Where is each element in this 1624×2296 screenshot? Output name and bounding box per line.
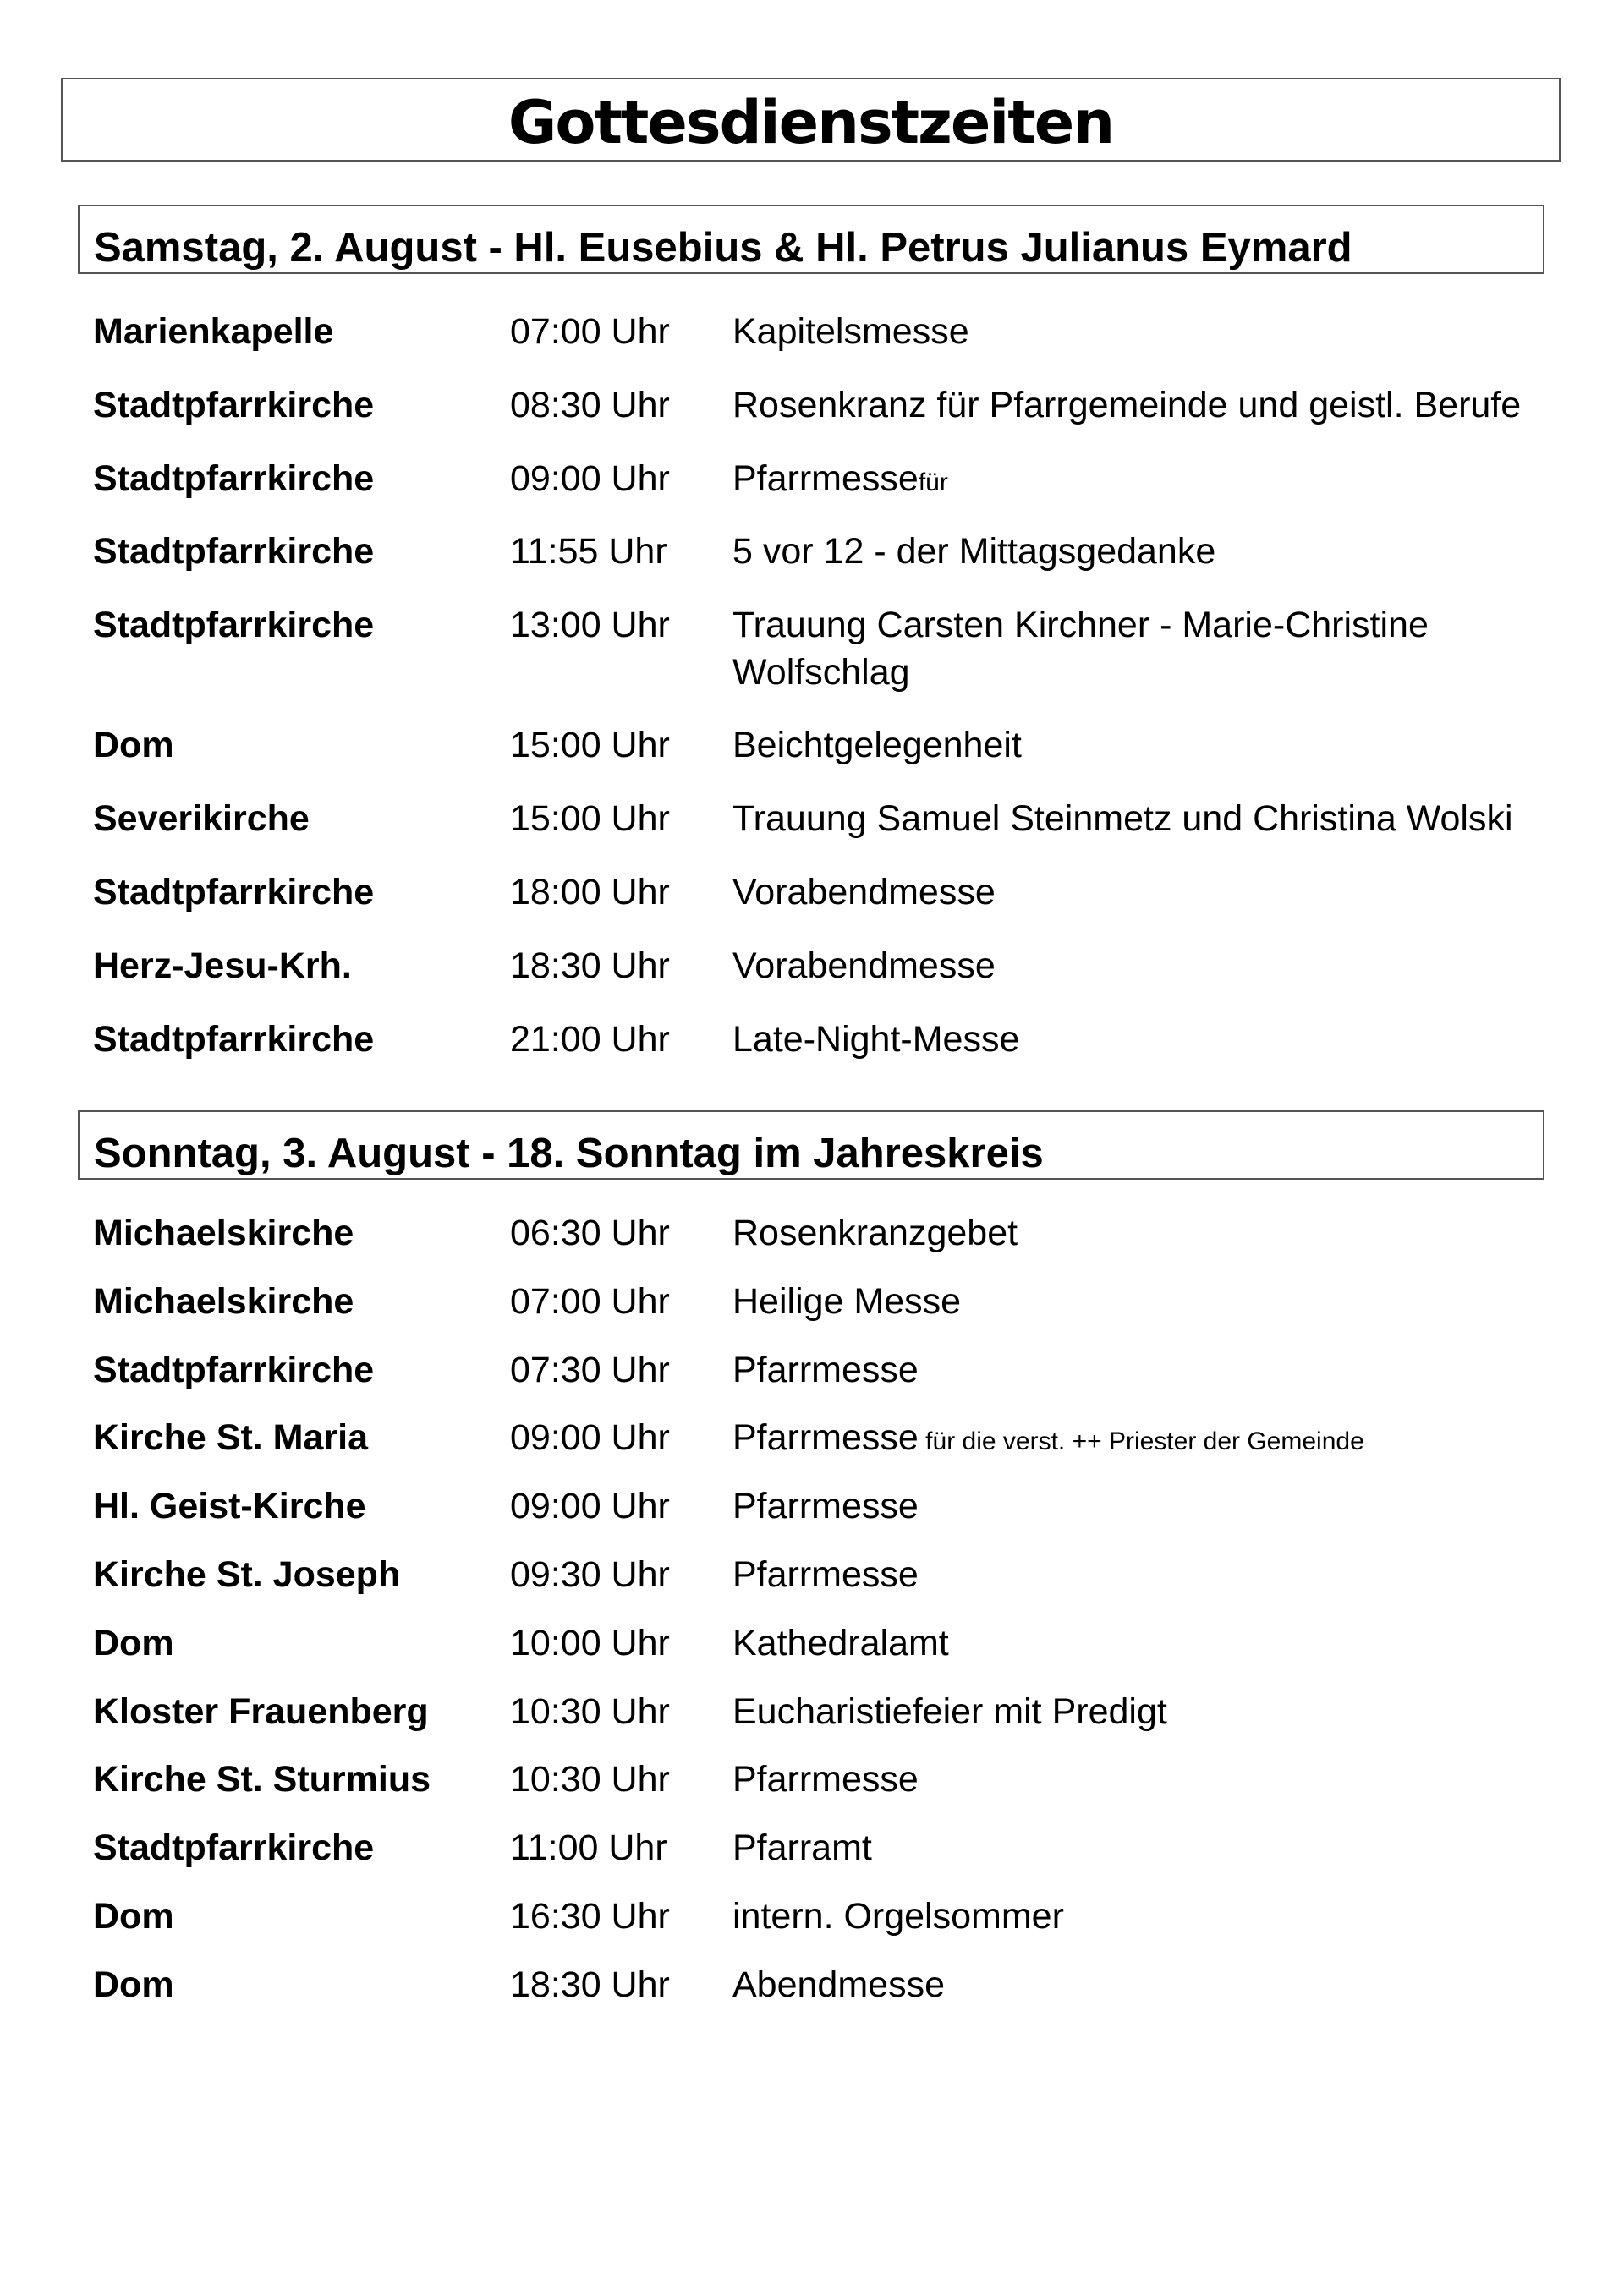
entry-description: Heilige Messe bbox=[732, 1281, 962, 1322]
entry-time: 09:00 Uhr bbox=[510, 1417, 670, 1458]
entry-time: 11:55 Uhr bbox=[510, 531, 667, 572]
entry-description: Pfarrmesse bbox=[732, 1486, 919, 1526]
entry-place: Dom bbox=[93, 1623, 174, 1663]
entry-description: 5 vor 12 - der Mittagsgedanke bbox=[732, 531, 1216, 572]
entry-place: Marienkapelle bbox=[93, 311, 334, 352]
entry-place: Hl. Geist-Kirche bbox=[93, 1486, 366, 1526]
entry-description: Pfarrmesse bbox=[732, 1554, 919, 1595]
entry-note: für bbox=[918, 469, 948, 496]
entry-description: Kathedralamt bbox=[732, 1623, 949, 1663]
entry-time: 10:30 Uhr bbox=[510, 1759, 670, 1800]
entry-description: Trauung Samuel Steinmetz und Christina Wolski bbox=[732, 798, 1513, 839]
entry-time: 13:00 Uhr bbox=[510, 605, 670, 645]
entry-description: Rosenkranz für Pfarrgemeinde und geistl. Berufe bbox=[732, 385, 1522, 425]
entry-place: Kirche St. Sturmius bbox=[93, 1759, 431, 1800]
entry-time: 15:00 Uhr bbox=[510, 798, 670, 839]
entry-time: 11:00 Uhr bbox=[510, 1827, 667, 1868]
entry-place: Kloster Frauenberg bbox=[93, 1691, 429, 1732]
entry-place: Herz-Jesu-Krh. bbox=[93, 945, 352, 986]
entry-place: Stadtpfarrkirche bbox=[93, 605, 375, 645]
section-heading-saturday: Samstag, 2. August - Hl. Eusebius & Hl. Petrus Julianus Eymard bbox=[78, 205, 1544, 274]
entry-description: Late-Night-Messe bbox=[732, 1019, 1020, 1060]
entry-time: 18:30 Uhr bbox=[510, 945, 670, 986]
entry-time: 15:00 Uhr bbox=[510, 725, 670, 765]
entry-description: Rosenkranzgebet bbox=[732, 1213, 1018, 1253]
entry-time: 07:00 Uhr bbox=[510, 1281, 670, 1322]
entry-description: Pfarrmesse bbox=[732, 458, 919, 499]
entry-time: 10:30 Uhr bbox=[510, 1691, 670, 1732]
entry-place: Stadtpfarrkirche bbox=[93, 531, 375, 572]
entry-description: Abendmesse bbox=[732, 1964, 945, 2005]
entry-place: Michaelskirche bbox=[93, 1281, 354, 1322]
entry-place: Michaelskirche bbox=[93, 1213, 354, 1253]
entry-place: Stadtpfarrkirche bbox=[93, 1350, 375, 1390]
page-title: Gottesdienstzeiten bbox=[508, 87, 1114, 157]
entry-place: Dom bbox=[93, 1896, 174, 1937]
entry-time: 09:00 Uhr bbox=[510, 458, 670, 499]
entry-place: Dom bbox=[93, 725, 174, 765]
entry-time: 21:00 Uhr bbox=[510, 1019, 670, 1060]
entry-description: Vorabendmesse bbox=[732, 872, 996, 912]
entry-description: Kapitelsmesse bbox=[732, 311, 969, 352]
entry-time: 08:30 Uhr bbox=[510, 385, 670, 425]
title-box bbox=[61, 78, 1561, 162]
entry-place: Severikirche bbox=[93, 798, 310, 839]
entry-description: Trauung Carsten Kirchner - Marie-Christine Wolfschlag bbox=[732, 605, 1429, 693]
entry-place: Kirche St. Joseph bbox=[93, 1554, 401, 1595]
entry-time: 09:00 Uhr bbox=[510, 1486, 670, 1526]
entry-place: Kirche St. Maria bbox=[93, 1417, 368, 1458]
entry-time: 18:00 Uhr bbox=[510, 872, 670, 912]
entry-description: Pfarramt bbox=[732, 1827, 872, 1868]
entry-time: 16:30 Uhr bbox=[510, 1896, 670, 1937]
entry-time: 06:30 Uhr bbox=[510, 1213, 670, 1253]
entry-description: intern. Orgelsommer bbox=[732, 1896, 1064, 1937]
entry-place: Stadtpfarrkirche bbox=[93, 872, 375, 912]
entry-place: Stadtpfarrkirche bbox=[93, 458, 375, 499]
entry-time: 10:00 Uhr bbox=[510, 1623, 670, 1663]
entry-description: Pfarrmesse bbox=[732, 1417, 919, 1458]
entry-time: 07:30 Uhr bbox=[510, 1350, 670, 1390]
entry-place: Stadtpfarrkirche bbox=[93, 1827, 375, 1868]
entry-description: Pfarrmesse bbox=[732, 1350, 919, 1390]
entry-description: Pfarrmesse bbox=[732, 1759, 919, 1800]
entry-description: Vorabendmesse bbox=[732, 945, 996, 986]
entry-time: 18:30 Uhr bbox=[510, 1964, 670, 2005]
entry-time: 07:00 Uhr bbox=[510, 311, 670, 352]
entry-place: Stadtpfarrkirche bbox=[93, 385, 375, 425]
entry-place: Stadtpfarrkirche bbox=[93, 1019, 375, 1060]
entry-note: für die verst. ++ Priester der Gemeinde bbox=[918, 1427, 1364, 1455]
entry-time: 09:30 Uhr bbox=[510, 1554, 670, 1595]
entry-description: Beichtgelegenheit bbox=[732, 725, 1022, 765]
entry-description: Eucharistiefeier mit Predigt bbox=[732, 1691, 1167, 1732]
entry-place: Dom bbox=[93, 1964, 174, 2005]
section-heading-sunday: Sonntag, 3. August - 18. Sonntag im Jahreskreis bbox=[78, 1110, 1544, 1180]
